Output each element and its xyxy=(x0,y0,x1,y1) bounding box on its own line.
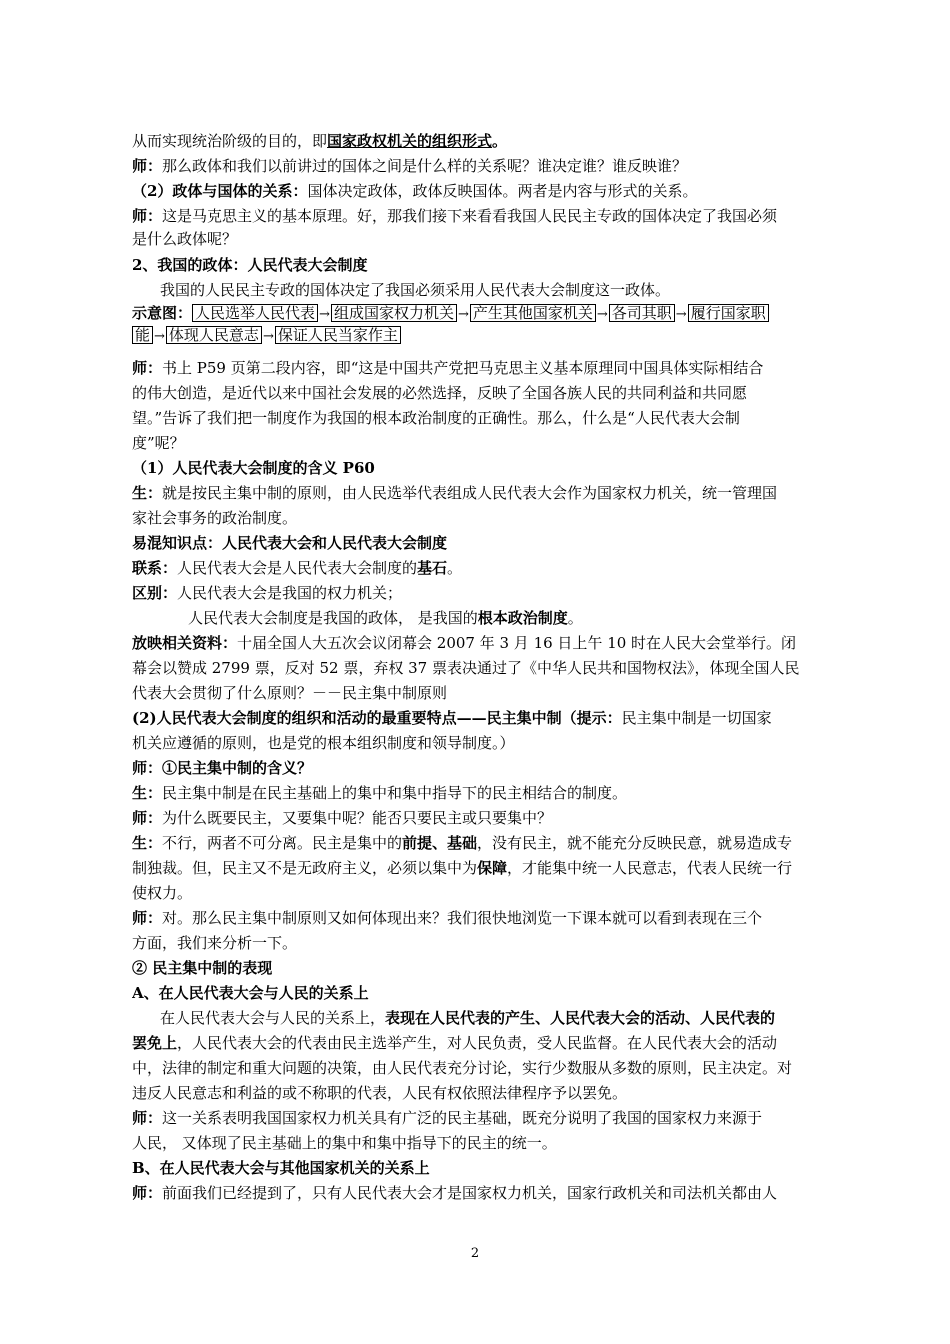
line-text: 人民代表大会是我国的权力机关； xyxy=(177,584,403,602)
text-line xyxy=(132,659,832,677)
emphasis-text: 罢免上 xyxy=(132,1034,178,1052)
speaker-label: 生： xyxy=(132,834,163,852)
line-text: 幕会以赞成 2799 票，反对 52 票，弃权 37 票表决通过了《中华人民共和国物权法》，体现全国人民 xyxy=(132,659,800,677)
flow-box: 体现人民意志 xyxy=(166,326,262,344)
arrow-icon: → xyxy=(457,307,469,322)
line-text: 。 xyxy=(492,132,508,150)
text-line xyxy=(132,584,832,602)
line-text: 这一关系表明我国国家权力机关具有广泛的民主基础，既充分说明了我国的国家权力来源于 xyxy=(162,1109,763,1127)
line-text: 不行，两者不可分离。民主是集中的 xyxy=(162,834,403,852)
text-line xyxy=(132,934,832,952)
text-line xyxy=(132,484,832,502)
line-text: 度”呢？ xyxy=(132,434,185,452)
section-heading xyxy=(132,256,832,274)
text-line xyxy=(132,230,832,248)
text-line xyxy=(132,409,832,427)
flow-box: 组成国家权力机关 xyxy=(331,304,457,322)
line-text: 是什么政体呢？ xyxy=(132,230,238,248)
text-line xyxy=(132,809,832,827)
speaker-label: 师： xyxy=(132,909,163,927)
text-line xyxy=(132,559,832,577)
line-text: 人民， 又体现了民主基础上的集中和集中指导下的民主的统一。 xyxy=(132,1134,557,1152)
flow-diagram-row-1 xyxy=(132,304,832,324)
line-text: 人民代表大会是人民代表大会制度的 xyxy=(177,559,418,577)
heading-text: 2、我国的政体：人民代表大会制度 xyxy=(132,256,368,274)
line-text: 人民代表大会制度是我国的政体， 是我国的 xyxy=(188,609,478,627)
text-line xyxy=(160,281,832,299)
text-line xyxy=(132,709,832,727)
text-line xyxy=(132,182,832,200)
arrow-icon: → xyxy=(596,307,608,322)
line-text: 这是马克思主义的基本原理。好，那我们接下来看看我国人民民主专政的国体决定了我国必须 xyxy=(162,207,778,225)
line-text: 那么政体和我们以前讲过的国体之间是什么样的关系呢？谁决定谁？谁反映谁？ xyxy=(162,157,688,175)
label: 联系： xyxy=(132,559,178,577)
label: 放映相关资料： xyxy=(132,634,238,652)
text-line xyxy=(132,834,832,852)
line-text: 使权力。 xyxy=(132,884,193,902)
arrow-icon: → xyxy=(262,329,274,344)
line-text: ，人民代表大会的代表由民主选举产生，对人民负责，受人民监督。在人民代表大会的活动 xyxy=(177,1034,778,1052)
text-line xyxy=(132,859,832,877)
text-line xyxy=(132,1084,832,1102)
line-text: 的伟大创造，是近代以来中国社会发展的必然选择，反映了全国各族人民的共同利益和共同愿 xyxy=(132,384,748,402)
line-text: 国体决定政体，政体反映国体。两者是内容与形式的关系。 xyxy=(307,182,698,200)
label: 区别： xyxy=(132,584,178,602)
line-text: 机关应遵循的原则，也是党的根本组织制度和领导制度。） xyxy=(132,734,515,752)
line-text: 民主集中制是一切国家 xyxy=(621,709,772,727)
flow-box: 人民选举人民代表 xyxy=(192,304,318,322)
heading-text: （1）人民代表大会制度的含义 P60 xyxy=(132,459,375,477)
section-heading xyxy=(132,459,832,477)
text-line xyxy=(132,784,832,802)
page-number: 2 xyxy=(470,1246,480,1261)
emphasis-text: 根本政治制度 xyxy=(477,609,568,627)
text-line xyxy=(132,207,832,225)
line-text: 就是按民主集中制的原则，由人民选举代表组成人民代表大会作为国家权力机关，统一管理国 xyxy=(162,484,778,502)
speaker-label: 师： xyxy=(132,207,163,225)
heading-text: (2)人民代表大会制度的组织和活动的最重要特点——民主集中制（提示： xyxy=(132,709,622,727)
heading-text: A、在人民代表大会与人民的关系上 xyxy=(132,984,369,1002)
speaker-label: 生： xyxy=(132,484,163,502)
emphasis-text: 基石 xyxy=(417,559,448,577)
text-line xyxy=(132,359,832,377)
text-line xyxy=(132,1034,832,1052)
speaker-label: 师： xyxy=(132,157,163,175)
line-text: 为什么既要民主，又要集中呢？能否只要民主或只要集中？ xyxy=(162,809,553,827)
section-heading xyxy=(132,534,832,552)
section-heading xyxy=(132,759,832,777)
speaker-label: 师： xyxy=(132,1184,163,1202)
text-line xyxy=(132,157,832,175)
line-text: 对。那么民主集中制原则又如何体现出来？我们很快地浏览一下课本就可以看到表现在三个 xyxy=(162,909,763,927)
line-text: ，才能集中统一人民意志，代表人民统一行 xyxy=(507,859,793,877)
text-line xyxy=(132,884,832,902)
line-text: ，没有民主，就不能充分反映民意，就易造成专 xyxy=(477,834,793,852)
line-text: 中，法律的制定和重大问题的决策，由人民代表充分讨论，实行少数服从多数的原则，民主决定。对 xyxy=(132,1059,793,1077)
flow-box: 能 xyxy=(132,326,153,344)
line-text: 书上 P59 页第二段内容，即“这是中国共产党把马克思主义基本原理同中国具体实际相结合 xyxy=(162,359,764,377)
line-text: 。 xyxy=(567,609,583,627)
line-text: 十届全国人大五次会议闭幕会 2007 年 3 月 16 日上午 10 时在人民大会堂举行。闭 xyxy=(237,634,797,652)
line-text: 。 xyxy=(447,559,463,577)
heading-text: ② 民主集中制的表现 xyxy=(132,959,273,977)
text-line xyxy=(132,132,832,150)
line-text: 违反人民意志和利益的或不称职的代表，人民有权依照法律程序予以罢免。 xyxy=(132,1084,628,1102)
diagram-label: 示意图： xyxy=(132,304,193,322)
line-text: 在人民代表大会与人民的关系上， xyxy=(160,1009,386,1027)
line-text: 望。”告诉了我们把一制度作为我国的根本政治制度的正确性。那么，什么是“人民代表大会制 xyxy=(132,409,740,427)
line-text: 代表大会贯彻了什么原则？－－民主集中制原则 xyxy=(132,684,448,702)
arrow-icon: → xyxy=(675,307,687,322)
text-line xyxy=(132,509,832,527)
flow-box: 保证人民当家作主 xyxy=(275,326,401,344)
speaker-label: 师： xyxy=(132,359,163,377)
line-text: 民主集中制是在民主基础上的集中和集中指导下的民主相结合的制度。 xyxy=(162,784,628,802)
line-text: 方面，我们来分析一下。 xyxy=(132,934,298,952)
section-heading xyxy=(132,959,832,977)
text-line xyxy=(132,909,832,927)
text-line xyxy=(188,609,832,627)
line-text: 从而实现统治阶级的目的，即 xyxy=(132,132,328,150)
flow-diagram-row-2 xyxy=(132,326,832,346)
text-line xyxy=(132,684,832,702)
line-text: 家社会事务的政治制度。 xyxy=(132,509,298,527)
text-line xyxy=(132,384,832,402)
line-text: 我国的人民民主专政的国体决定了我国必须采用人民代表大会制度这一政体。 xyxy=(160,281,671,299)
arrow-icon: → xyxy=(154,329,165,344)
text-line xyxy=(132,1109,832,1127)
emphasis-text: 国家政权机关的组织形式 xyxy=(327,132,493,150)
text-line xyxy=(132,1059,832,1077)
heading-text: 师：①民主集中制的含义？ xyxy=(132,759,313,777)
flow-box: 履行国家职 xyxy=(688,304,769,322)
emphasis-text: 表现在人民代表的产生、人民代表大会的活动、人民代表的 xyxy=(385,1009,776,1027)
emphasis-text: 保障 xyxy=(477,859,508,877)
flow-box: 产生其他国家机关 xyxy=(470,304,596,322)
speaker-label: 生： xyxy=(132,784,163,802)
text-line xyxy=(132,634,832,652)
text-line xyxy=(132,1184,832,1202)
text-line xyxy=(160,1009,832,1027)
heading-text: 易混知识点：人民代表大会和人民代表大会制度 xyxy=(132,534,448,552)
speaker-label: 师： xyxy=(132,1109,163,1127)
arrow-icon: → xyxy=(319,307,330,322)
section-label: （2）政体与国体的关系： xyxy=(132,182,308,200)
flow-box: 各司其职 xyxy=(609,304,675,322)
emphasis-text: 前提、基础 xyxy=(402,834,478,852)
line-text: 制独裁。但，民主又不是无政府主义，必须以集中为 xyxy=(132,859,478,877)
line-text: 前面我们已经提到了，只有人民代表大会才是国家权力机关，国家行政机关和司法机关都由人 xyxy=(162,1184,778,1202)
section-heading xyxy=(132,1159,832,1177)
text-line xyxy=(132,1134,832,1152)
text-line xyxy=(132,734,832,752)
section-heading xyxy=(132,984,832,1002)
heading-text: B、在人民代表大会与其他国家机关的关系上 xyxy=(132,1159,430,1177)
speaker-label: 师： xyxy=(132,809,163,827)
text-line xyxy=(132,434,832,452)
